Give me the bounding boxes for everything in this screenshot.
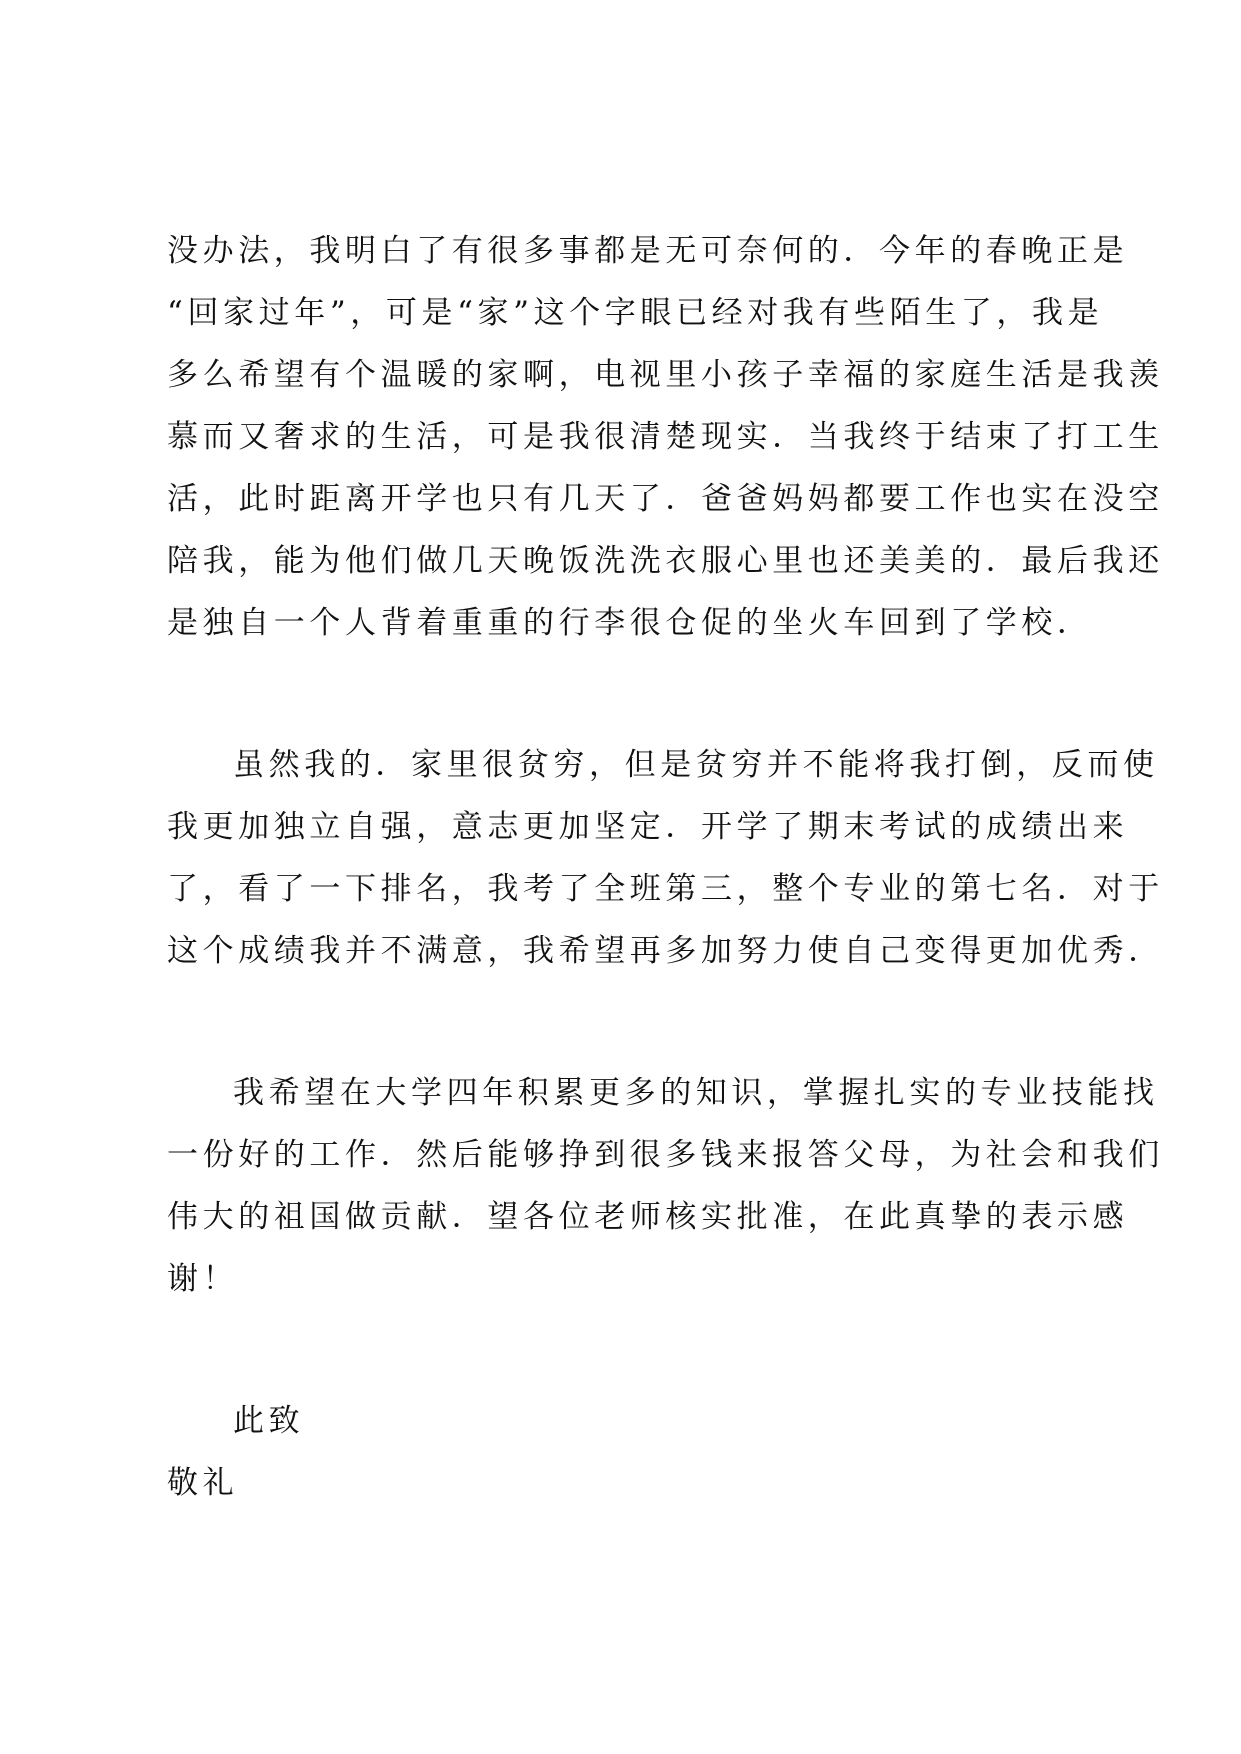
paragraph-2-line-1: 虽然我的．家里很贫穷，但是贫穷并不能将我打倒，反而使: [233, 747, 1159, 783]
paragraph-1-line-6: 陪我，能为他们做几天晚饭洗洗衣服心里也还美美的．最后我还: [167, 543, 1164, 579]
paragraph-1-line-7: 是独自一个人背着重重的行李很仓促的坐火车回到了学校．: [167, 605, 1093, 641]
closing-regards: 敬礼: [167, 1465, 239, 1501]
paragraph-3-line-1: 我希望在大学四年积累更多的知识，掌握扎实的专业技能找: [233, 1075, 1159, 1111]
paragraph-1-line-2: “回家过年”，可是“家”这个字眼已经对我有些陌生了，我是: [167, 295, 1104, 331]
paragraph-1-line-5: 活，此时距离开学也只有几天了．爸爸妈妈都要工作也实在没空: [167, 481, 1164, 517]
paragraph-3-line-4: 谢！: [167, 1261, 239, 1297]
paragraph-1-line-3: 多么希望有个温暖的家啊，电视里小孩子幸福的家庭生活是我羡: [167, 357, 1164, 393]
paragraph-3-line-2: 一份好的工作．然后能够挣到很多钱来报答父母，为社会和我们: [167, 1137, 1164, 1173]
paragraph-2-line-3: 了，看了一下排名，我考了全班第三，整个专业的第七名．对于: [167, 871, 1164, 907]
paragraph-1-line-4: 慕而又奢求的生活，可是我很清楚现实．当我终于结束了打工生: [167, 419, 1164, 455]
paragraph-2-line-2: 我更加独立自强，意志更加坚定．开学了期末考试的成绩出来: [167, 809, 1129, 845]
paragraph-3-line-3: 伟大的祖国做贡献．望各位老师核实批准，在此真挚的表示感: [167, 1199, 1129, 1235]
paragraph-1-line-1: 没办法，我明白了有很多事都是无可奈何的．今年的春晚正是: [167, 233, 1129, 269]
closing-salutation: 此致: [233, 1403, 305, 1439]
paragraph-2-line-4: 这个成绩我并不满意，我希望再多加努力使自己变得更加优秀．: [167, 933, 1164, 969]
